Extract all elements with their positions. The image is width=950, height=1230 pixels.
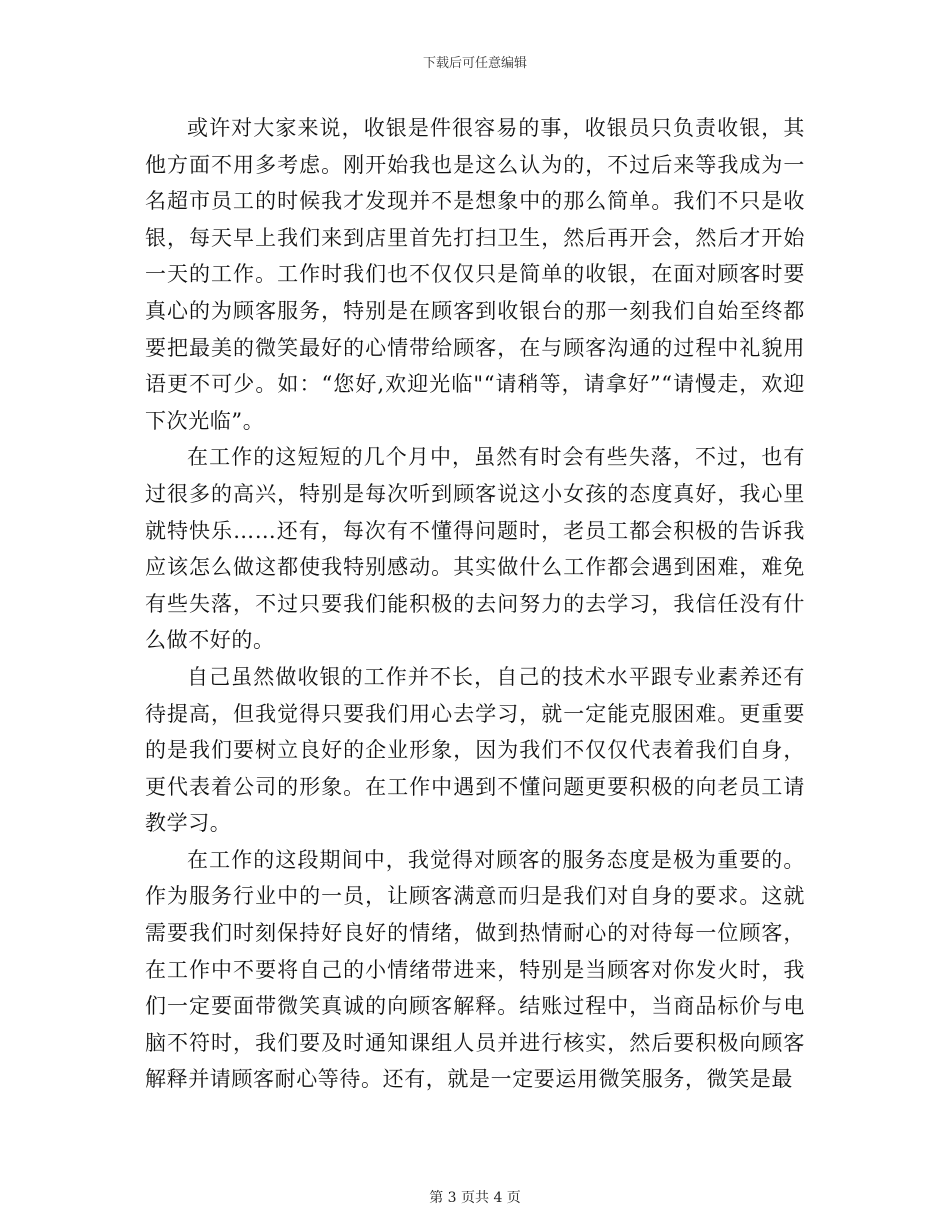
page-header: 下载后可任意编辑 (422, 56, 527, 71)
document-body (145, 110, 805, 1098)
paragraph-2: 在工作的这短短的几个月中，虽然有时会有些失落，不过，也有过很多的高兴，特别是每次听到顾客说这小女孩的态度真好，我心里就特快乐……还有，每次有不懂得问题时，老员工都会积极的告诉我应该怎么做这都使我特别感动。其实做什么工作都会遇到困难，难免有些失落，不过只要我们能积极的去问努力的去学习，我信任没有什么做不好的。 (145, 445, 805, 653)
page-footer: 第 3 页共 4 页 (429, 1190, 521, 1206)
paragraph-4: 在工作的这段期间中，我觉得对顾客的服务态度是极为重要的。作为服务行业中的一员，让顾客满意而归是我们对自身的要求。这就需要我们时刻保持好良好的情绪，做到热情耐心的对待每一位顾客，在工作中不要将自己的小情绪带进来，特别是当顾客对你发火时，我们一定要面带微笑真诚的向顾客解释。结账过程中，当商品标价与电脑不符时，我们要及时通知课组人员并进行核实，然后要积极向顾客解释并请顾客耐心等待。还有，就是一定要运用微笑服务，微笑是最 (145, 847, 805, 1092)
paragraph-1: 或许对大家来说，收银是件很容易的事，收银员只负责收银，其他方面不用多考虑。刚开始我也是这么认为的，不过后来等我成为一名超市员工的时候我才发现并不是想象中的那么简单。我们不只是收银，每天早上我们来到店里首先打扫卫生，然后再开会，然后才开始一天的工作。工作时我们也不仅仅只是简单的收银，在面对顾客时要真心的为顾客服务，特别是在顾客到收银台的那一刻我们自始至终都要把最美的微笑最好的心情带给顾客，在与顾客沟通的过程中礼貌用语更不可少。如：“您好,欢迎光临"“请稍等，请拿好”“请慢走，欢迎下次光临”。 (145, 116, 805, 433)
paragraph-3: 自己虽然做收银的工作并不长，自己的技术水平跟专业素养还有待提高，但我觉得只要我们用心去学习，就一定能克服困难。更重要的是我们要树立良好的企业形象，因为我们不仅仅代表着我们自身，更代表着公司的形象。在工作中遇到不懂问题更要积极的向老员工请教学习。 (145, 664, 805, 836)
